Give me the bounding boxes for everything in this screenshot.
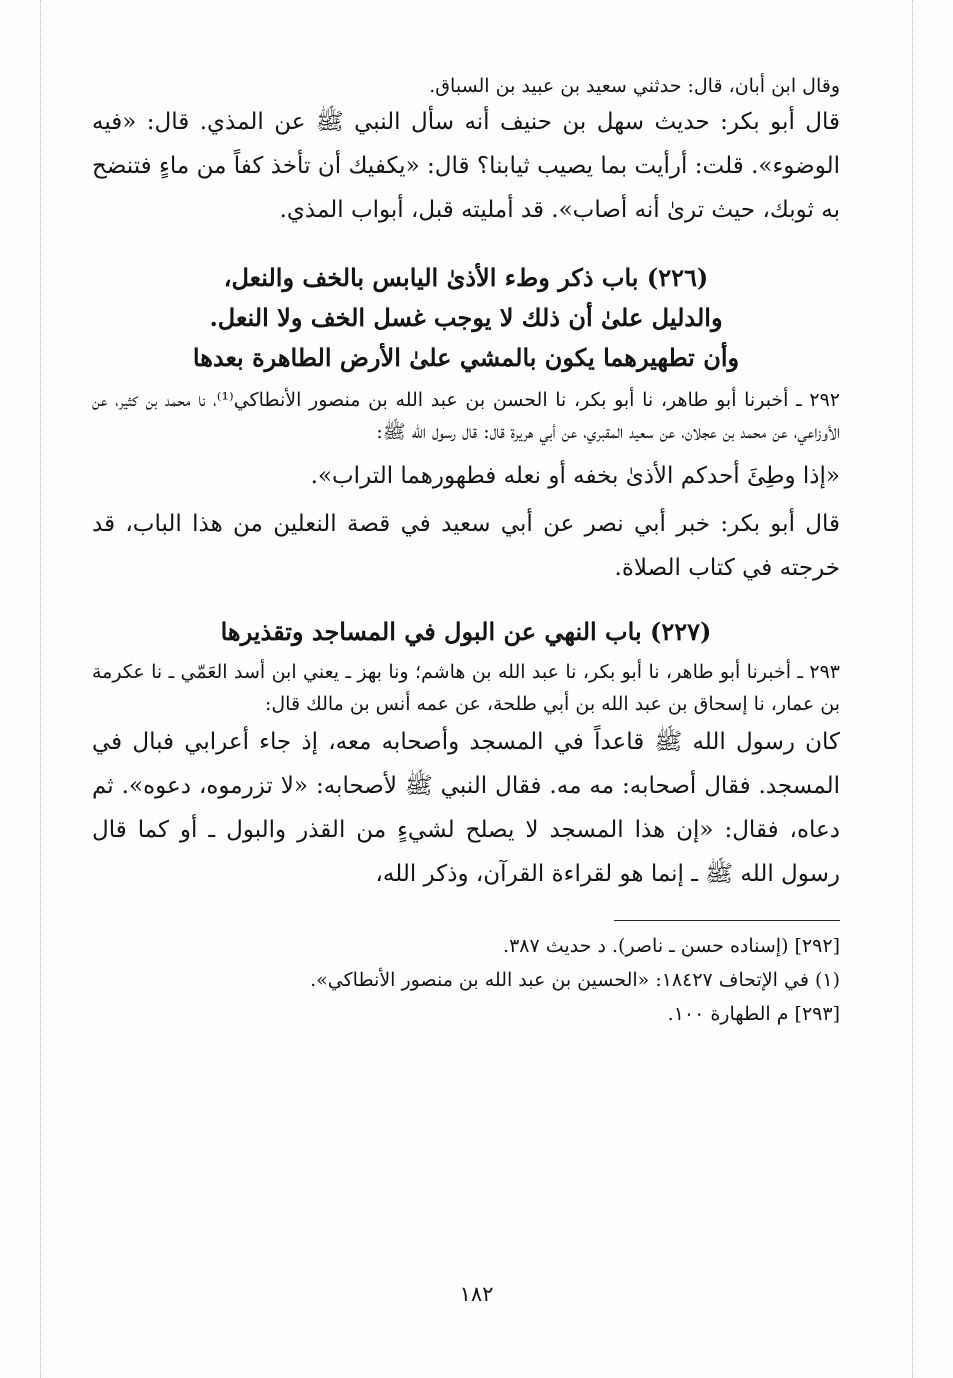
left-margin-guide xyxy=(40,0,41,1378)
chapter-226-heading xyxy=(92,258,840,378)
book-page xyxy=(92,72,840,1031)
footnote-separator xyxy=(614,920,840,921)
intro-paragraph: قال أبو بكر: حديث سهل بن حنيف أنه سأل النبي ﷺ عن المذي. قال: «فيه الوضوء». قلت: أرأيت بما يصيب ثيابنا؟ قال: «يكفيك أن تأخذ كفاً من ماءٍ فتنضح به ثوبك، حيث ترىٰ أنه أصاب». قد أمليته قبل، أبواب المذي. xyxy=(92,109,840,223)
header-line: وقال ابن أبان، قال: حدثني سعيد بن عبيد بن السباق. xyxy=(429,75,840,97)
chapter-227-heading-block xyxy=(92,612,840,652)
chapter-226-heading-line-1: (٢٢٦) باب ذكر وطء الأذىٰ اليابس بالخف والنعل، xyxy=(223,263,709,292)
page-number: ١٨٢ xyxy=(459,1282,494,1306)
hadith-292-text: «إذا وطِئَ أحدكم الأذىٰ بخفه أو نعله فطهورهما التراب». xyxy=(310,463,840,489)
hadith-293-isnad: ٢٩٣ ـ أخبرنا أبو طاهر، نا أبو بكر، نا عبد الله بن هاشم؛ ونا بهز ـ يعني ابن أسد العَمّي ـ نا عكرمة بن عمار، نا إسحاق بن عبد الله بن أبي طلحة، عن عمه أنس بن مالك قال: xyxy=(92,661,840,715)
footnote-292: [٢٩٢] (إسناده حسن ـ ناصر). د حديث ٣٨٧. xyxy=(503,935,840,957)
hadith-293-text: كان رسول الله ﷺ قاعداً في المسجد وأصحابه معه، إذ جاء أعرابي فبال في المسجد. فقال أصحابه: مه مه. فقال النبي ﷺ لأصحابه: «لا تزرموه، دعوه». ثم دعاه، فقال: «إن هذا المسجد لا يصلح لشيءٍ من القذر والبول ـ أو كما قال رسول الله ﷺ ـ إنما هو لقراءة القرآن، وذكر الله، xyxy=(92,729,840,887)
footnote-293: [٢٩٣] م الطهارة ١٠٠. xyxy=(667,1003,840,1025)
author-comment: قال أبو بكر: خبر أبي نصر عن أبي سعيد في قصة النعلين من هذا الباب، قد خرجته في كتاب الصلاة. xyxy=(92,511,840,581)
chapter-227-heading: (٢٢٧) باب النهي عن البول في المساجد وتقذيرها xyxy=(220,617,712,646)
hadith-292-isnad: ٢٩٢ ـ أخبرنا أبو طاهر، نا أبو بكر، نا الحسن بن عبد الله بن منصور الأنطاكي⁽¹⁾، نا محمد بن كثير، عن الأوزاعي، عن محمد بن عجلان، عن سعيد المقبري، عن أبي هريرة قال: قال رسول الله ﷺ: xyxy=(92,389,840,443)
chapter-226-heading-line-3: وأن تطهيرهما يكون بالمشي علىٰ الأرض الطاهرة بعدها xyxy=(192,343,740,372)
chapter-226-heading-line-2: والدليل علىٰ أن ذلك لا يوجب غسل الخف ولا النعل. xyxy=(209,303,723,332)
right-margin-guide xyxy=(912,0,913,1378)
footnote-1: (١) في الإتحاف ١٨٤٢٧: «الحسين بن عبد الله بن منصور الأنطاكي». xyxy=(310,969,840,991)
